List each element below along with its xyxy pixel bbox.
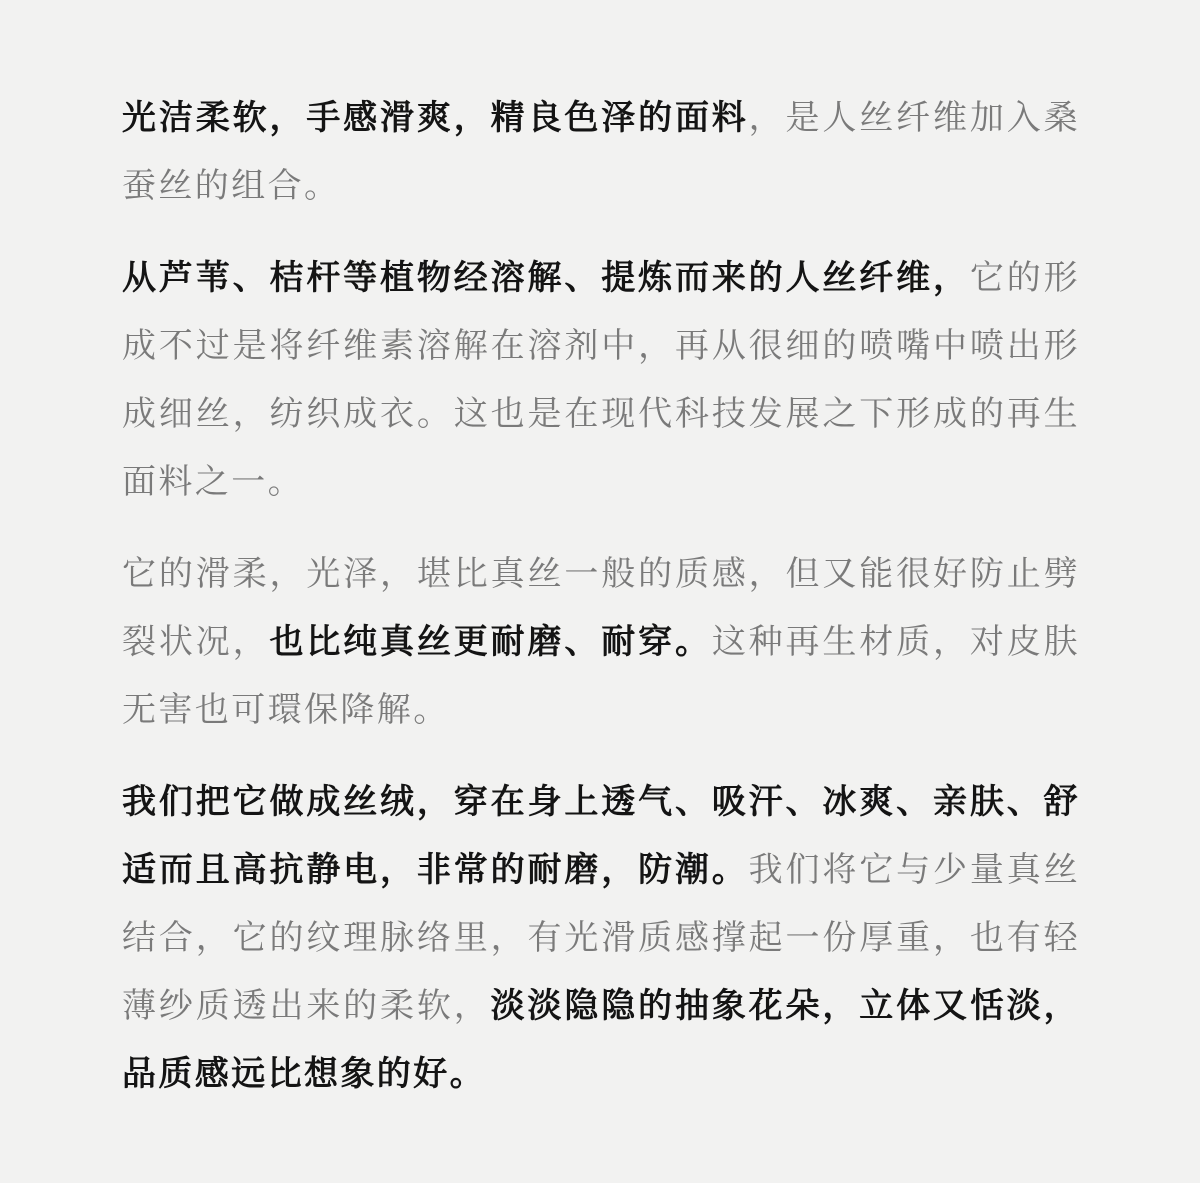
paragraph-text-bold: 也比纯真丝更耐磨、耐穿。: [269, 622, 712, 662]
paragraph-text: 这种再生材质，对皮肤无害也可環保降解。: [122, 622, 1080, 730]
paragraph-text: 它的形成不过是将纤维素溶解在溶剂中，再从很细的喷嘴中喷出形成细丝，纺织成衣。这也是在现代科技发展之下形成的再生面料之一。: [122, 258, 1081, 502]
paragraph-text: 它的滑柔，光泽，堪比真丝一般的质感，但又能很好防止劈裂状况，: [122, 554, 1080, 662]
paragraph-text-bold: 从芦苇、桔杆等植物经溶解、提炼而来的人丝纤维，: [122, 258, 970, 298]
paragraph-text-bold: 光洁柔软，手感滑爽，精良色泽的面料: [122, 98, 749, 138]
paragraph-velvet-product: [122, 768, 1080, 1108]
paragraph-text-bold: 淡淡隐隐的抽象花朵，立体又恬淡，品质感远比想象的好。: [122, 986, 1080, 1094]
paragraph-text-bold: 我们把它做成丝绒，穿在身上透气、吸汗、冰爽、亲肤、舒适而且高抗静电，非常的耐磨，防潮。: [122, 782, 1080, 890]
paragraph-text: ，是人丝纤维加入桑蚕丝的组合。: [122, 98, 1080, 206]
paragraph-fiber-origin: [122, 244, 1080, 516]
paragraph-properties: [122, 540, 1080, 744]
paragraph-fabric-intro: [122, 84, 1080, 220]
paragraph-text: 我们将它与少量真丝结合，它的纹理脉络里，有光滑质感撑起一份厚重，也有轻薄纱质透出来的柔软，: [122, 850, 1080, 1026]
